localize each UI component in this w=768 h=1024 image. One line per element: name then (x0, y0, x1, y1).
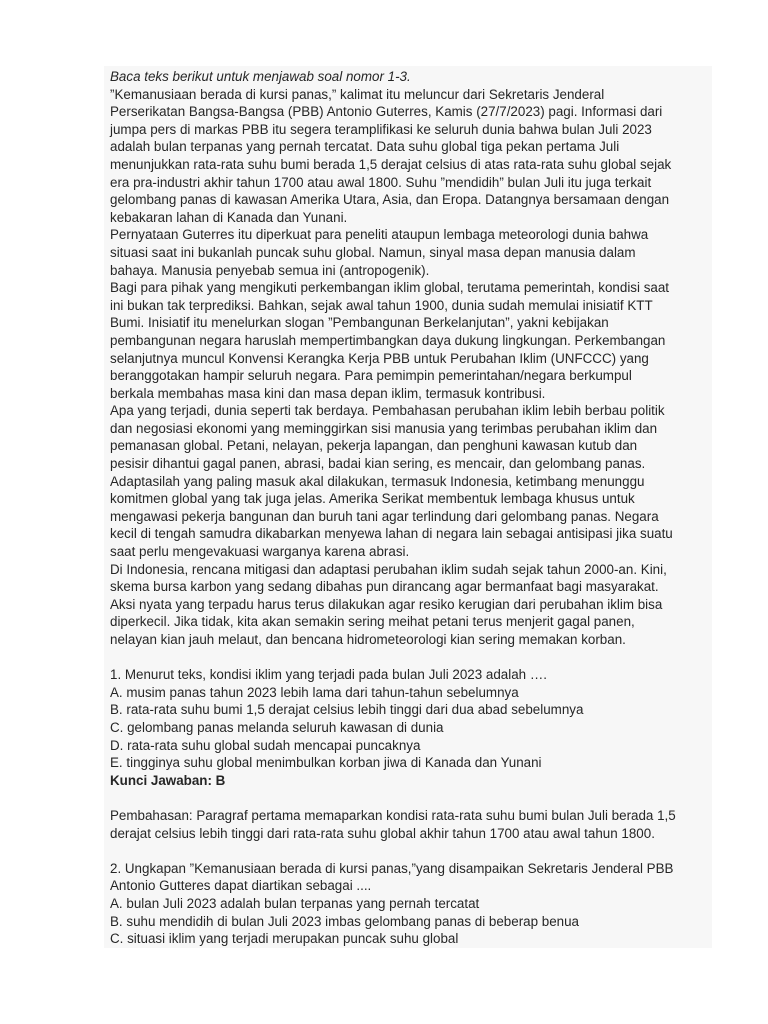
passage-line: selanjutnya muncul Konvensi Kerangka Kerja PBB untuk Perubahan Iklim (UNFCCC) yang (110, 350, 649, 366)
passage-line: ”Kemanusiaan berada di kursi panas,” kalimat itu meluncur dari Sekretaris Jenderal (110, 86, 605, 102)
passage-line: saat perlu mengevakuasi warganya karena abrasi. (110, 544, 410, 560)
passage-line: Apa yang terjadi, dunia seperti tak berdaya. Pembahasan perubahan iklim lebih berbau politik (110, 403, 665, 419)
passage-line: kecil di tengah samudra dikabarkan menyewa lahan di negara lain sebagai antisipasi jika suatu (110, 526, 673, 542)
passage-line: nelayan kian jauh melaut, dan bencana hidrometeorologi kian sering memakan korban. (110, 632, 626, 647)
explanation-line: Pembahasan: Paragraf pertama memaparkan kondisi rata-rata suhu bumi bulan Juli berada 1,5 (110, 807, 676, 823)
passage-line: pembangunan negara haruslah mempertimbangkan daya dukung lingkungan. Perkembangan (110, 332, 666, 348)
passage-line: Aksi nyata yang terpadu harus terus dilakukan agar resiko kerugian dari perubahan iklim bisa (110, 596, 663, 612)
reading-passage (110, 86, 714, 649)
passage-line: beranggotakan hampir seluruh negara. Para pemimpin pemerintahan/negara berkumpul (110, 368, 632, 384)
question-2-option-b: B. suhu mendidih di bulan Juli 2023 imbas gelombang panas di beberap benua (110, 913, 580, 929)
passage-line: gelombang panas di kawasan Amerika Utara, Asia, dan Eropa. Datangnya bersamaan dengan (110, 192, 670, 208)
passage-line: pemanasan global. Petani, nelayan, pekerja lapangan, dan penghuni kawasan kutub dan (110, 438, 638, 454)
question-1-option-b: B. rata-rata suhu bumi 1,5 derajat celsius lebih tinggi dari dua abad sebelumnya (110, 702, 584, 718)
passage-line: kebakaran lahan di Kanada dan Yunani. (110, 209, 348, 225)
document-text (110, 68, 714, 948)
passage-line: Bagi para pihak yang mengikuti perkembangan iklim global, terutama pemerintah, kondisi saat (110, 280, 670, 296)
passage-line: berkala membahas masa kini dan masa depan iklim, termasuk kontribusi. (110, 385, 546, 401)
question-1-option-c: C. gelombang panas melanda seluruh kawasan di dunia (110, 719, 444, 735)
question-2-option-a: A. bulan Juli 2023 adalah bulan terpanas yang pernah tercatat (110, 895, 480, 911)
question-1-text: 1. Menurut teks, kondisi iklim yang terjadi pada bulan Juli 2023 adalah …. (110, 667, 547, 683)
passage-line: bahaya. Manusia penyebab semua ini (antropogenik). (110, 262, 430, 278)
question-2-text: Antonio Gutteres dapat diartikan sebagai .... (110, 878, 372, 894)
passage-line: diperkecil. Jika tidak, kita akan semakin sering meihat petani terus menjerit gagal panen, (110, 614, 635, 630)
explanation-line: derajat celsius lebih tinggi dari rata-rata suhu global akhir tahun 1700 atau awal tahun 1800. (110, 825, 655, 841)
question-2-option-c: C. situasi iklim yang terjadi merupakan puncak suhu global (110, 931, 459, 947)
passage-line: Perserikatan Bangsa-Bangsa (PBB) Antonio Guterres, Kamis (27/7/2023) pagi. Informasi dari (110, 104, 663, 120)
passage-line: Bumi. Inisiatif itu menelurkan slogan ”Pembangunan Berkelanjutan”, yakni kebijakan (110, 315, 609, 331)
question-2 (110, 860, 714, 948)
passage-line: skema bursa karbon yang sedang dibahas pun dirancang agar bermanfaat bagi masyarakat. (110, 579, 659, 595)
passage-line: situasi saat ini bukanlah puncak suhu global. Namun, sinyal masa depan manusia dalam (110, 244, 636, 260)
answer-key: Kunci Jawaban: B (110, 772, 226, 788)
passage-line: komitmen global yang tak juga jelas. Amerika Serikat membentuk lembaga khusus untuk (110, 491, 635, 507)
question-2-text: 2. Ungkapan ”Kemanusiaan berada di kursi panas,”yang disampaikan Sekretaris Jenderal PBB (110, 860, 674, 876)
passage-line: Adaptasilah yang paling masuk akal dilakukan, termasuk Indonesia, ketimbang menunggu (110, 473, 645, 489)
question-1 (110, 666, 714, 842)
question-1-option-e: E. tingginya suhu global menimbulkan korban jiwa di Kanada dan Yunani (110, 755, 542, 771)
spacer (110, 789, 714, 807)
question-1-option-d: D. rata-rata suhu global sudah mencapai puncaknya (110, 737, 421, 753)
passage-line: mengawasi pekerja bangunan dan buruh tani agar terlindung dari gelombang panas. Negara (110, 508, 659, 524)
passage-line: jumpa pers di markas PBB itu segera teramplifikasi ke seluruh dunia bahwa bulan Juli 2023 (110, 121, 652, 137)
passage-line: era pra-industri akhir tahun 1700 atau awal 1800. Suhu ”mendidih” bulan Juli itu juga terkait (110, 174, 652, 190)
passage-line: Di Indonesia, rencana mitigasi dan adaptasi perubahan iklim sudah sejak tahun 2000-an. Kini, (110, 561, 667, 577)
passage-line: ini bukan tak terprediksi. Bahkan, sejak awal tahun 1900, dunia sudah memulai inisiatif KTT (110, 297, 653, 313)
spacer (110, 842, 714, 860)
passage-line: Pernyataan Guterres itu diperkuat para peneliti ataupun lembaga meteorologi dunia bahwa (110, 227, 649, 243)
passage-line: adalah bulan terpanas yang pernah tercatat. Data suhu global tiga pekan pertama Juli (110, 139, 620, 155)
intro-instruction: Baca teks berikut untuk menjawab soal nomor 1-3. (110, 69, 411, 84)
text-block (104, 66, 712, 948)
question-1-option-a: A. musim panas tahun 2023 lebih lama dari tahun-tahun sebelumnya (110, 684, 519, 700)
passage-line: pesisir dihantui gagal panen, abrasi, badai kian sering, es mencair, dan gelombang panas. (110, 456, 646, 472)
passage-line: menunjukkan rata-rata suhu bumi berada 1,5 derajat celsius di atas rata-rata suhu global sejak (110, 156, 672, 172)
spacer (110, 649, 714, 667)
passage-line: dan negosiasi ekonomi yang meminggirkan sisi manusia yang terimbas perubahan iklim dan (110, 420, 658, 436)
